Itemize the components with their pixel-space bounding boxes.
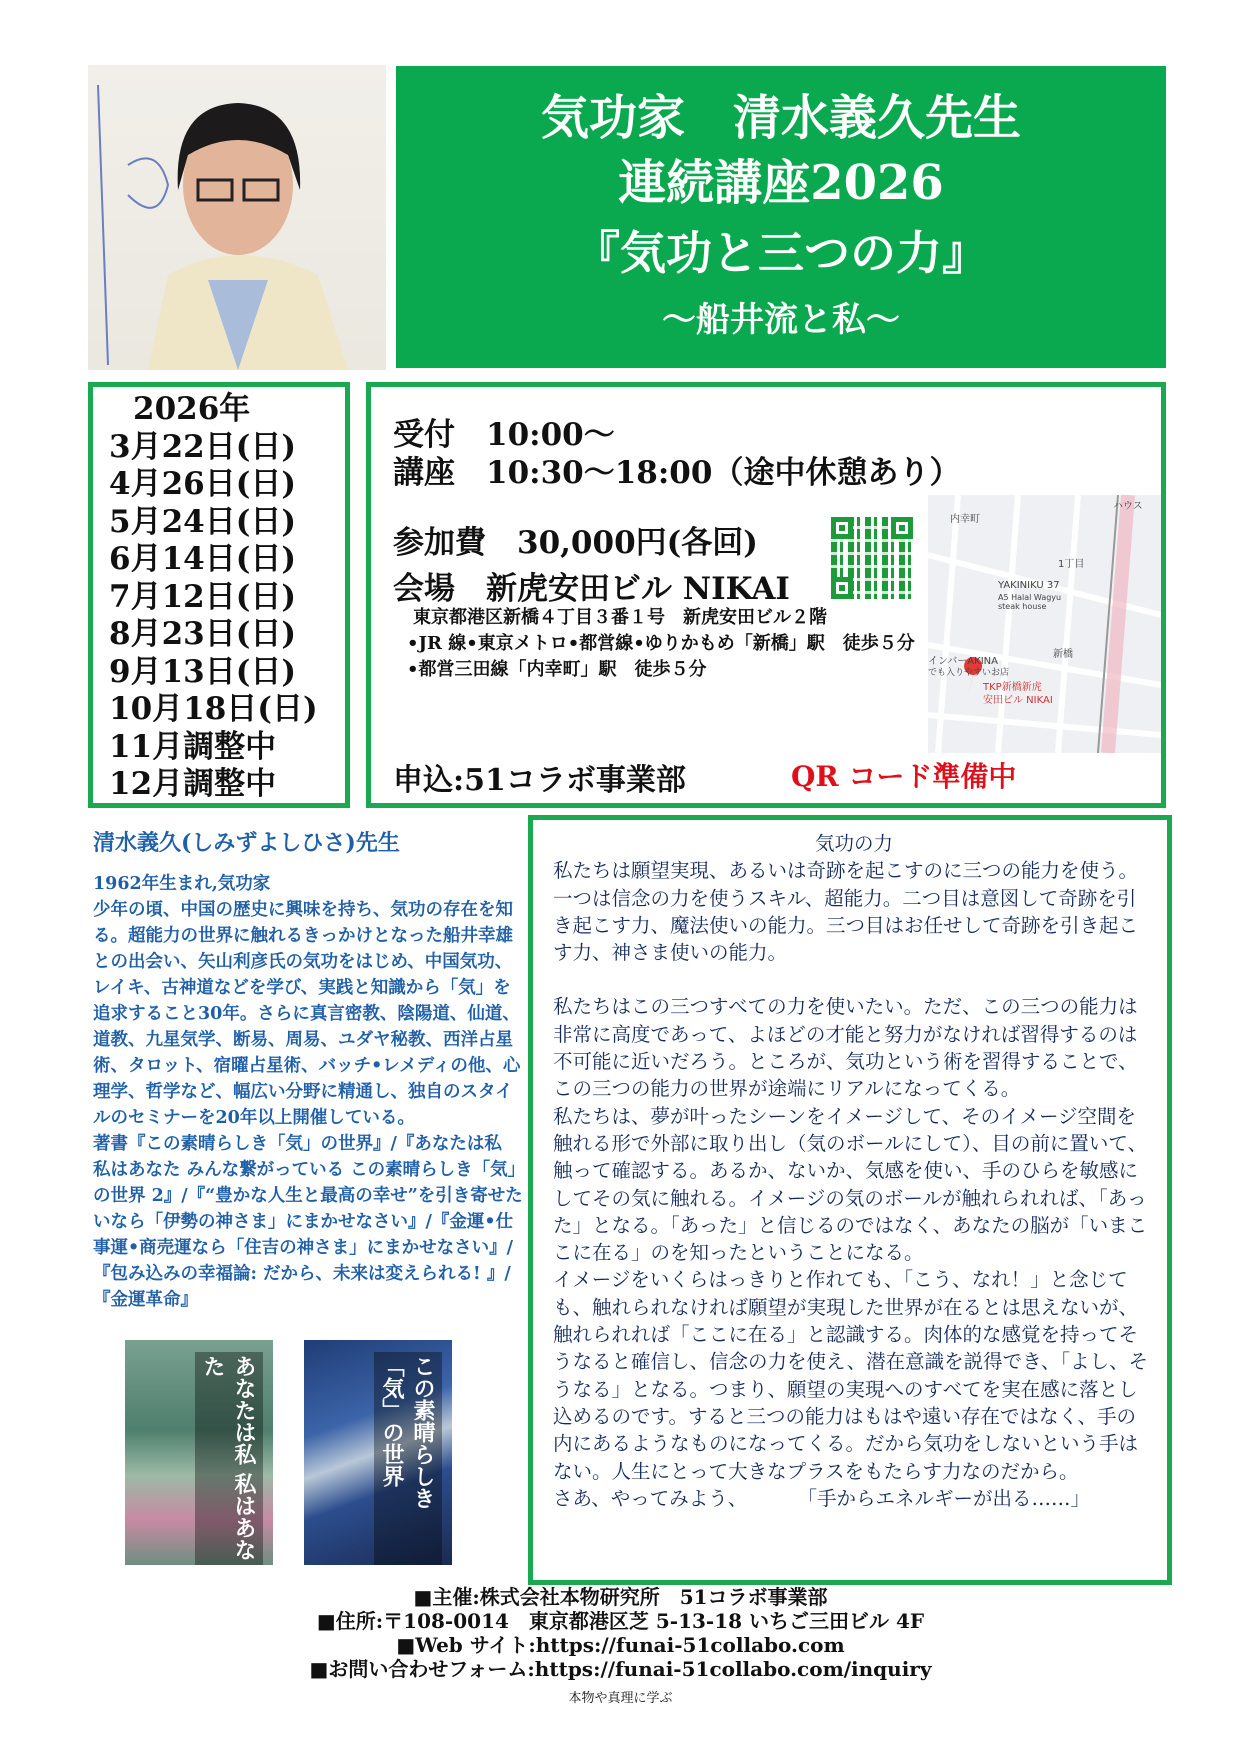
website-link[interactable]: ■Web サイト:https://funai-51collabo.com (396, 1633, 845, 1657)
essay-paragraph: 私たちは願望実現、あるいは奇跡を起こすのに三つの能力を使う。 (553, 859, 1139, 883)
essay-box (528, 815, 1172, 1585)
access-uchisaiwaicho: •都営三田線「内幸町」駅 徒歩５分 (407, 659, 707, 680)
dates-box (88, 382, 350, 808)
book-cover (304, 1340, 452, 1565)
book-cover (125, 1340, 273, 1565)
date-item: 5月24日(日) (109, 503, 297, 540)
essay-quote: 「手からエネルギーが出る……」 (807, 1486, 1090, 1510)
date-item: 6月14日(日) (109, 541, 297, 577)
venue: 会場 新虎安田ビル NIKAI (393, 571, 790, 607)
map-label: TKP新橋新虎 (983, 682, 1042, 693)
address: ■住所:〒108-0014 東京都港区芝 5-13-18 いちご三田ビル 4F (316, 1609, 925, 1633)
book-title: あなたは私 私はあなた (195, 1352, 263, 1565)
lecturer-bio (93, 826, 523, 1313)
map-label: 安田ビル NIKAI (983, 695, 1053, 706)
bio-books: 著書『この素晴らしき「気」の世界』/『あなたは私 私はあなた みんな繋がっている この素晴らしき「気」の世界 2』/『“豊かな人生と最高の幸せ”を引き寄せたいなら「伊勢の神さま」にまかせなさい』/『金運•仕事運•商売運なら「住吉の神さま」にまかせなさい』/『包み込みの幸福論: だから、未来は変えられる! 』/『金運革命』 (93, 1134, 523, 1310)
date-item: 3月22日(日) (109, 428, 297, 465)
subtitle: ～船井流と私～ (662, 300, 900, 340)
date-item: 4月26日(日) (109, 466, 297, 502)
essay-paragraph: 私たちはこの三つすべての力を使いたい。ただ、この三つの能力は非常に高度であって、よほどの才能と努力がなければ習得するのは不可能に近いだろう。ところが、気功という術を習得することで、この三つの能力の世界が途端にリアルになってくる。 (553, 995, 1138, 1101)
essay-closing: さあ、やってみよう、 (553, 1486, 748, 1510)
map-label: 内幸町 (950, 514, 980, 525)
qr-code[interactable] (831, 517, 913, 599)
access-shinbashi: •JR 線•東京メトロ•都営線•ゆりかもめ「新橋」駅 徒歩５分 (407, 633, 915, 654)
bio-body: 少年の頃、中国の歴史に興味を持ち、気功の存在を知る。超能力の世界に触れるきっかけとなった船井幸雄との出会い、矢山利彦氏の気功をはじめ、中国気功、レイキ、古神道などを学び、実践と知識から「気」を追求すること30年。さらに真言密教、陰陽道、仙道、道教、九星気学、断易、周易、ユダヤ秘教、西洋占星術、タロット、宿曜占星術、バッチ•レメディの他、心理学、哲学など、幅広い分野に精通し、独自のスタイルのセミナーを20年以上開催している。 (93, 900, 521, 1128)
lecturer-photo (88, 65, 386, 370)
date-item: 11月調整中 (109, 728, 277, 765)
venue-address: 東京都港区新橋４丁目３番１号 新虎安田ビル２階 (413, 607, 827, 628)
date-item: 7月12日(日) (109, 578, 297, 615)
map-label: でも入りやすいお店 (928, 668, 1010, 678)
venue-map[interactable] (928, 495, 1161, 753)
organizer: ■主催:株式会社本物研究所 51コラボ事業部 (413, 1585, 828, 1609)
essay-paragraph: イメージをいくらはっきりと作れても、「こう、なれ！」と念じても、触れられなければ願望が実現した世界が在るとは思えないが、触れられれば「ここに在る」と認識する。肉体的な感覚を持ってそうなると確信し、信念の力を使え、潜在意識を説得でき、「よし、そうなる」となる。つまり、願望の実現へのすべてを実在感に落とし込めるのです。すると三つの能力はもはや遠い存在ではなく、手の内にあるようなものになってくる。だから気功をしないという手はない。人生にとって大きなプラスをもたらす力なのだから。 (553, 1268, 1149, 1483)
essay-paragraph: 一つは信念の力を使うスキル、超能力。二つ目は意図して奇跡を引き起こす力、魔法使いの能力。三つ目はお任せして奇跡を引き起こす力、神さま使いの能力。 (553, 886, 1139, 965)
title-line-1: 気功家 清水義久先生 (540, 90, 1021, 146)
essay-paragraph: 私たちは、夢が叶ったシーンをイメージして、そのイメージ空間を触れる形で外部に取り出し（気のボールにして）、目の前に置いて、触って確認する。あるか、ないか、気感を使い、手のひらを敏感にしてその気に触れる。イメージの気のボールが触れられれば、「あった」となる。「あった」と信じるのではなく、あなたの脳が「いまここに在る」のを知ったということになる。 (553, 1104, 1148, 1265)
dates-year: 2026年 (133, 391, 251, 427)
book-title: この素晴らしき「気」の世界 (374, 1352, 442, 1565)
qr-notice: QR コード準備中 (791, 760, 1017, 793)
date-item: 10月18日(日) (109, 691, 318, 727)
title-line-3: 『気功と三つの力』 (574, 226, 988, 280)
bio-name: 清水義久(しみずよしひさ)先生 (93, 830, 400, 856)
inquiry-link[interactable]: ■お問い合わせフォーム:https://funai-51collabo.com/inquiry (309, 1657, 932, 1681)
map-label: YAKINIKU 37 (998, 580, 1060, 591)
tagline: 本物や真理に学ぶ (568, 1691, 673, 1706)
lecture-time: 講座 10:30～18:00（途中休憩あり） (393, 455, 961, 491)
map-label: インバーAKINA (928, 656, 998, 667)
date-item: 8月23日(日) (109, 616, 297, 652)
application-contact: 申込:51コラボ事業部 (393, 763, 686, 798)
bio-born: 1962年生まれ,気功家 (93, 874, 271, 894)
map-label: A5 Halal Wagyu steak house (998, 593, 1062, 611)
date-item: 9月13日(日) (109, 653, 297, 690)
map-label: 新橋 (1053, 649, 1073, 660)
reception-time: 受付 10:00～ (393, 417, 615, 453)
fee: 参加費 30,000円(各回) (393, 525, 758, 561)
essay-title: 気功の力 (814, 832, 893, 855)
event-info-box (366, 382, 1166, 808)
footer (0, 1585, 1241, 1711)
map-label: ハウス (1113, 501, 1143, 512)
title-banner (396, 66, 1166, 368)
date-item: 12月調整中 (109, 766, 277, 802)
map-label: 1丁目 (1058, 559, 1085, 570)
title-line-2: 連続講座2026 (618, 155, 944, 211)
